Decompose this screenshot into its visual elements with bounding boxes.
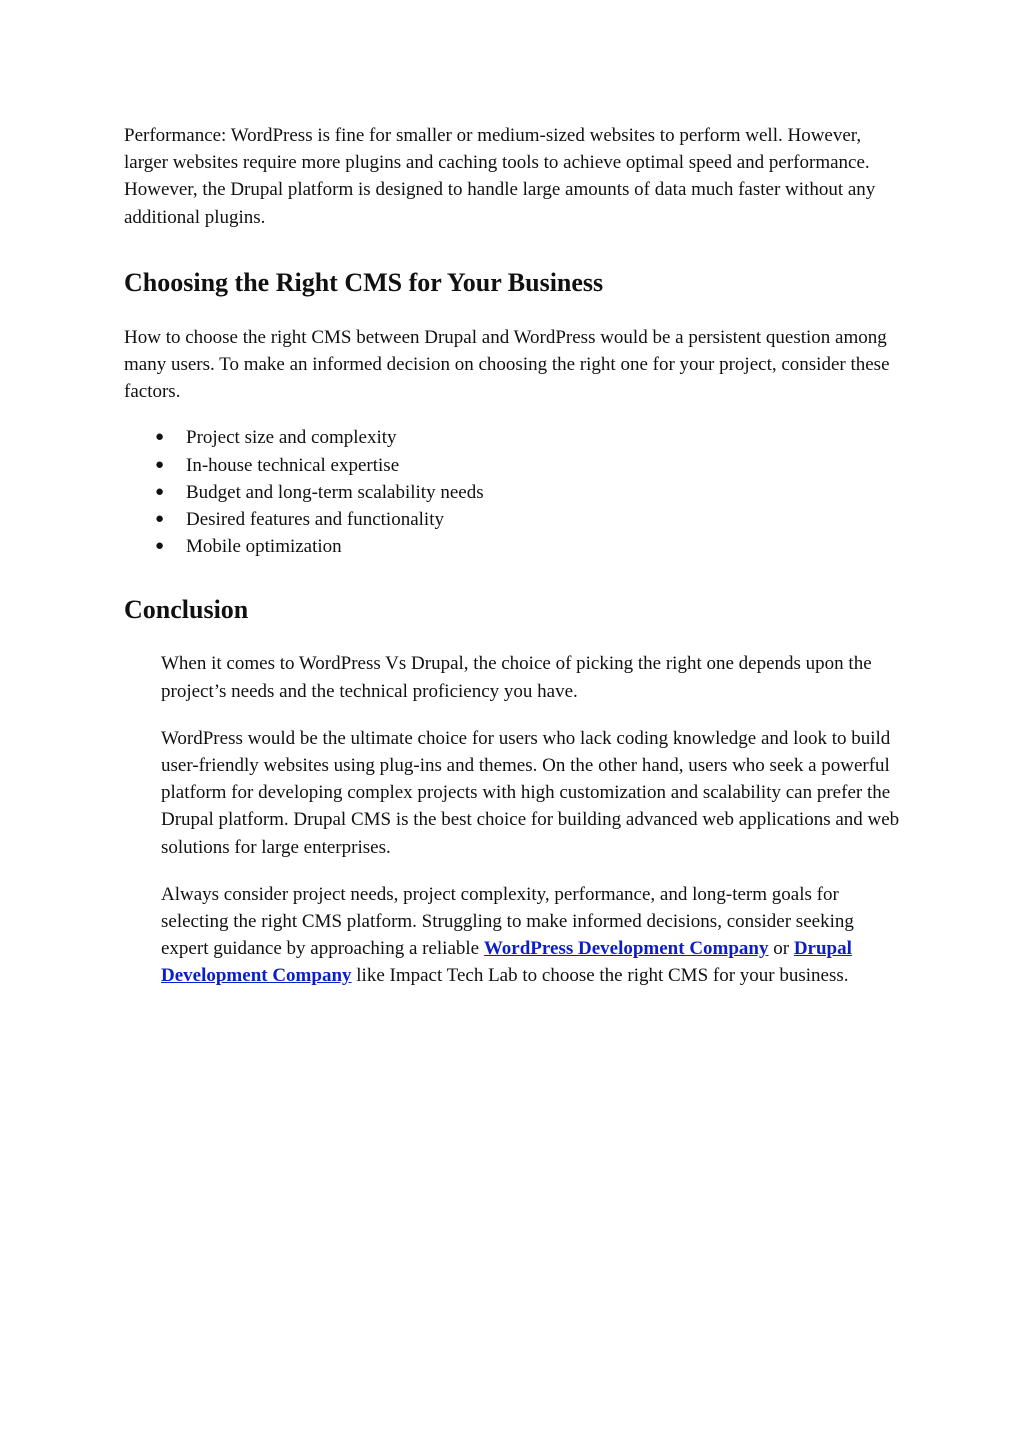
conclusion-text-middle: or — [768, 938, 794, 960]
list-item — [124, 452, 914, 479]
list-item — [124, 479, 914, 506]
choosing-cms-heading: Choosing the Right CMS for Your Business — [124, 267, 604, 297]
list-item-text: In-house technical expertise — [186, 454, 400, 476]
conclusion-text-before: Always consider project needs, project complexity, performance, and long-term goals for selecting the right CMS platform. Struggling to make informed decisions, consider seeking expert guidance by approaching a reliable — [161, 883, 854, 960]
bullet-icon: ● — [155, 511, 165, 528]
conclusion-heading: Conclusion — [124, 595, 249, 625]
conclusion-paragraph-3 — [161, 881, 906, 990]
list-item — [124, 424, 914, 451]
page-content — [124, 122, 914, 990]
factors-list — [124, 424, 914, 560]
list-item-text: Project size and complexity — [186, 427, 397, 449]
conclusion-paragraph-1: When it comes to WordPress Vs Drupal, the choice of picking the right one depends upon the project’s needs and the technical proficiency you have. — [161, 653, 872, 702]
bullet-icon: ● — [155, 483, 165, 500]
list-item-text: Budget and long-term scalability needs — [186, 481, 484, 503]
bullet-icon: ● — [155, 456, 165, 473]
choosing-cms-paragraph: How to choose the right CMS between Drupal and WordPress would be a persistent question among many users. To make an informed decision on choosing the right one for your project, consider these factors. — [124, 326, 890, 403]
performance-paragraph: Performance: WordPress is fine for smaller or medium-sized websites to perform well. However, larger websites require more plugins and caching tools to achieve optimal speed and performance. However, the Drupal platform is designed to handle large amounts of data much faster without any additional plugins. — [124, 125, 876, 228]
drupal-development-company-link[interactable]: Drupal Development Company — [161, 938, 852, 987]
conclusion-paragraph-2: WordPress would be the ultimate choice for users who lack coding knowledge and look to build user-friendly websites using plug-ins and themes. On the other hand, users who seek a powerful platform for developing complex projects with high customization and scalability can prefer the Drupal platform. Drupal CMS is the best choice for building advanced web applications and web solutions for large enterprises. — [161, 727, 900, 858]
conclusion-body — [161, 650, 906, 989]
list-item-text: Desired features and functionality — [186, 509, 444, 531]
list-item-text: Mobile optimization — [186, 536, 342, 558]
list-item — [124, 533, 914, 560]
bullet-icon: ● — [155, 538, 165, 555]
list-item — [124, 506, 914, 533]
conclusion-text-after: like Impact Tech Lab to choose the right CMS for your business. — [351, 965, 849, 987]
wordpress-development-company-link[interactable]: WordPress Development Company — [483, 938, 769, 960]
bullet-icon: ● — [155, 429, 165, 446]
